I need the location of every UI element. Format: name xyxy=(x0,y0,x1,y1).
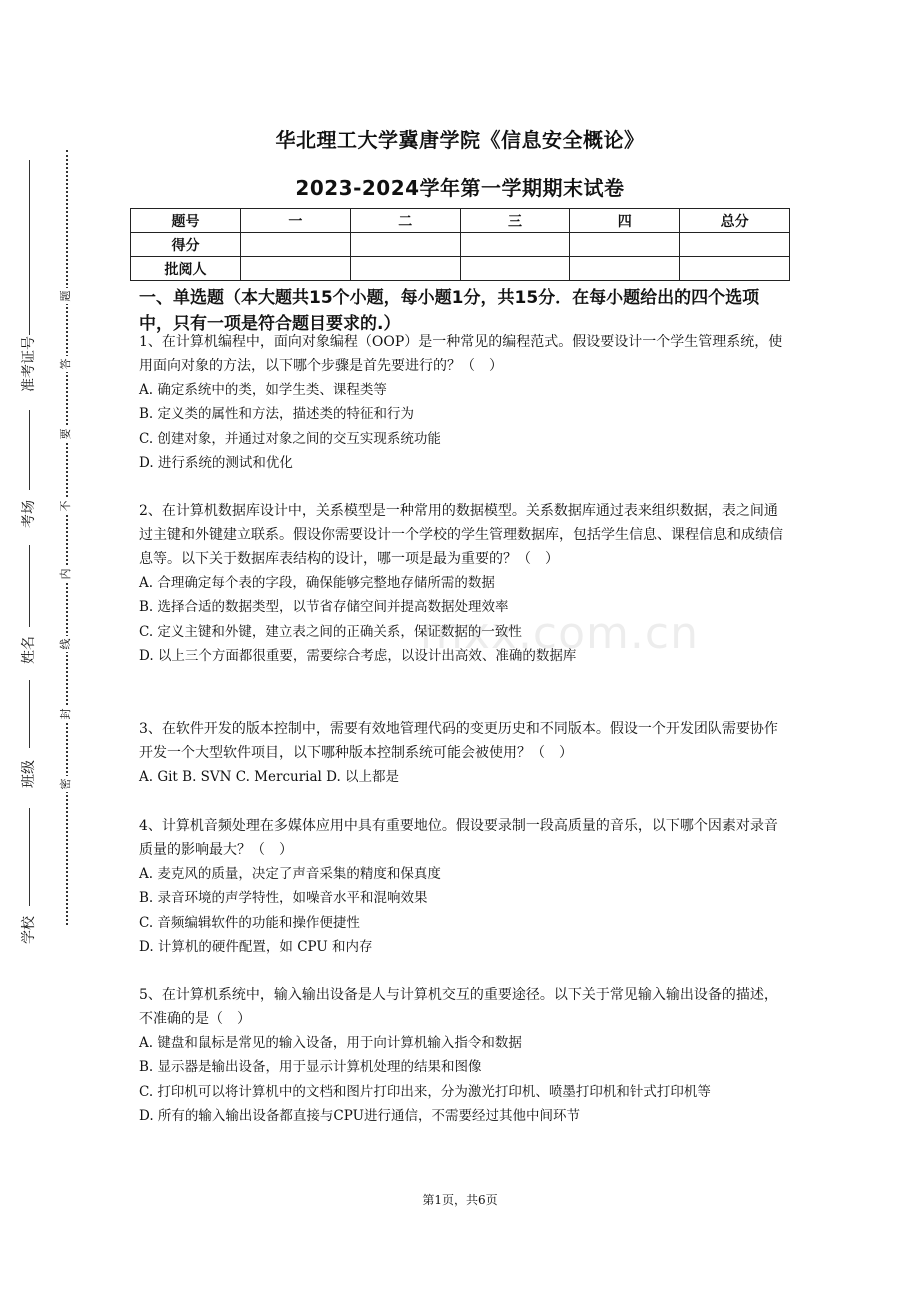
seal-dotted-line xyxy=(66,150,68,925)
option: B. 定义类的属性和方法，描述类的特征和行为 xyxy=(139,406,415,423)
score-header-cell: 三 xyxy=(460,209,570,233)
option: A. 确定系统中的类，如学生类、课程类等 xyxy=(139,382,387,398)
label-name: 姓名 xyxy=(21,636,37,664)
score-table-row xyxy=(131,233,790,257)
question-1 xyxy=(139,330,789,475)
score-cell xyxy=(570,257,680,281)
score-cell xyxy=(241,257,351,281)
score-table xyxy=(130,208,790,281)
score-cell xyxy=(460,257,570,281)
underline-class xyxy=(29,680,30,748)
option: B. 录音环境的声学特性，如噪音水平和混响效果 xyxy=(139,890,428,907)
option: B. 选择合适的数据类型，以节省存储空间并提高数据处理效率 xyxy=(139,599,509,616)
label-class: 班级 xyxy=(21,760,37,788)
option: C. 打印机可以将计算机中的文档和图片打印出来，分为激光打印机、喷墨打印机和针式打印机等 xyxy=(139,1083,711,1100)
question-5 xyxy=(139,983,789,1128)
seal-char: 答 xyxy=(58,356,74,372)
option: D. 进行系统的测试和优化 xyxy=(139,454,293,471)
option: B. 显示器是输出设备，用于显示计算机处理的结果和图像 xyxy=(139,1059,482,1076)
option: A. 键盘和鼠标是常见的输入设备，用于向计算机输入指令和数据 xyxy=(139,1035,522,1051)
option: C. 定义主键和外键，建立表之间的正确关系，保证数据的一致性 xyxy=(139,623,522,640)
question-stem: 4、计算机音频处理在多媒体应用中具有重要地位。假设要录制一段高质量的音乐，以下哪个因素对录音质量的影响最大？（ ） xyxy=(139,818,778,858)
seal-char: 要 xyxy=(58,426,74,442)
underline-exam-room xyxy=(29,410,30,490)
question-stem: 5、在计算机系统中，输入输出设备是人与计算机交互的重要途径。以下关于常见输入输出设备的描述，不准确的是（ ） xyxy=(139,987,778,1027)
option: A. Git B. SVN C. Mercurial D. 以上都是 xyxy=(139,769,400,785)
label-exam-room: 考场 xyxy=(21,500,37,528)
score-row-label: 批阅人 xyxy=(131,257,241,281)
option: C. 音频编辑软件的功能和操作便捷性 xyxy=(139,914,360,931)
option: C. 创建对象，并通过对象之间的交互实现系统功能 xyxy=(139,430,441,447)
score-header-cell: 总分 xyxy=(680,209,790,233)
score-table-header-row xyxy=(131,209,790,233)
seal-char: 不 xyxy=(58,498,74,514)
seal-char: 题 xyxy=(58,288,74,304)
option: A. 麦克风的质量，决定了声音采集的精度和保真度 xyxy=(139,866,441,882)
option: D. 所有的输入输出设备都直接与CPU进行通信，不需要经过其他中间环节 xyxy=(139,1107,580,1124)
score-cell xyxy=(350,233,460,257)
score-header-cell: 四 xyxy=(570,209,680,233)
score-cell xyxy=(680,257,790,281)
option: D. 计算机的硬件配置，如 CPU 和内存 xyxy=(139,938,373,955)
score-cell xyxy=(460,233,570,257)
score-header-cell: 二 xyxy=(350,209,460,233)
label-exam-number: 准考证号 xyxy=(21,336,37,392)
exam-title: 华北理工大学冀唐学院《信息安全概论》 xyxy=(275,128,645,152)
question-3 xyxy=(139,717,789,789)
seal-char: 内 xyxy=(58,566,74,582)
option: A. 合理确定每个表的字段，确保能够完整地存储所需的数据 xyxy=(139,575,495,591)
seal-char: 线 xyxy=(58,636,74,652)
score-cell xyxy=(241,233,351,257)
seal-char: 密 xyxy=(58,776,74,792)
question-stem: 3、在软件开发的版本控制中，需要有效地管理代码的变更历史和不同版本。假设一个开发团队需要协作开发一个大型软件项目，以下哪种版本控制系统可能会被使用？（ ） xyxy=(139,721,778,761)
option: D. 以上三个方面都很重要，需要综合考虑，以设计出高效、准确的数据库 xyxy=(139,647,577,664)
underline-school xyxy=(29,808,30,906)
question-stem: 2、在计算机数据库设计中，关系模型是一种常用的数据模型。关系数据库通过表来组织数据，表之间通过主键和外键建立联系。假设你需要设计一个学校的学生管理数据库，包括学生信息、课程信息和成绩信息等。以下关于数据库表结构的设计，哪一项是最为重要的？（ ） xyxy=(139,503,783,567)
score-header-cell: 一 xyxy=(241,209,351,233)
question-2 xyxy=(139,499,789,668)
seal-char: 封 xyxy=(58,706,74,722)
question-stem: 1、在计算机编程中，面向对象编程（OOP）是一种常见的编程范式。假设要设计一个学生管理系统，使用面向对象的方法，以下哪个步骤是首先要进行的？（ ） xyxy=(139,334,783,374)
score-header-cell: 题号 xyxy=(131,209,241,233)
question-4 xyxy=(139,814,789,959)
label-school: 学校 xyxy=(21,916,37,944)
score-cell xyxy=(680,233,790,257)
score-table-row xyxy=(131,257,790,281)
page-number: 第1页，共6页 xyxy=(422,1193,498,1207)
section-heading: 一、单选题（本大题共15个小题，每小题1分，共15分．在每小题给出的四个选项中，只有一项是符合题目要求的.） xyxy=(139,288,760,334)
exam-subtitle: 2023-2024学年第一学期期末试卷 xyxy=(295,176,625,200)
watermark: mxx.com.cn xyxy=(420,608,699,659)
score-row-label: 得分 xyxy=(131,233,241,257)
score-cell xyxy=(570,233,680,257)
underline-name xyxy=(29,545,30,627)
score-cell xyxy=(350,257,460,281)
